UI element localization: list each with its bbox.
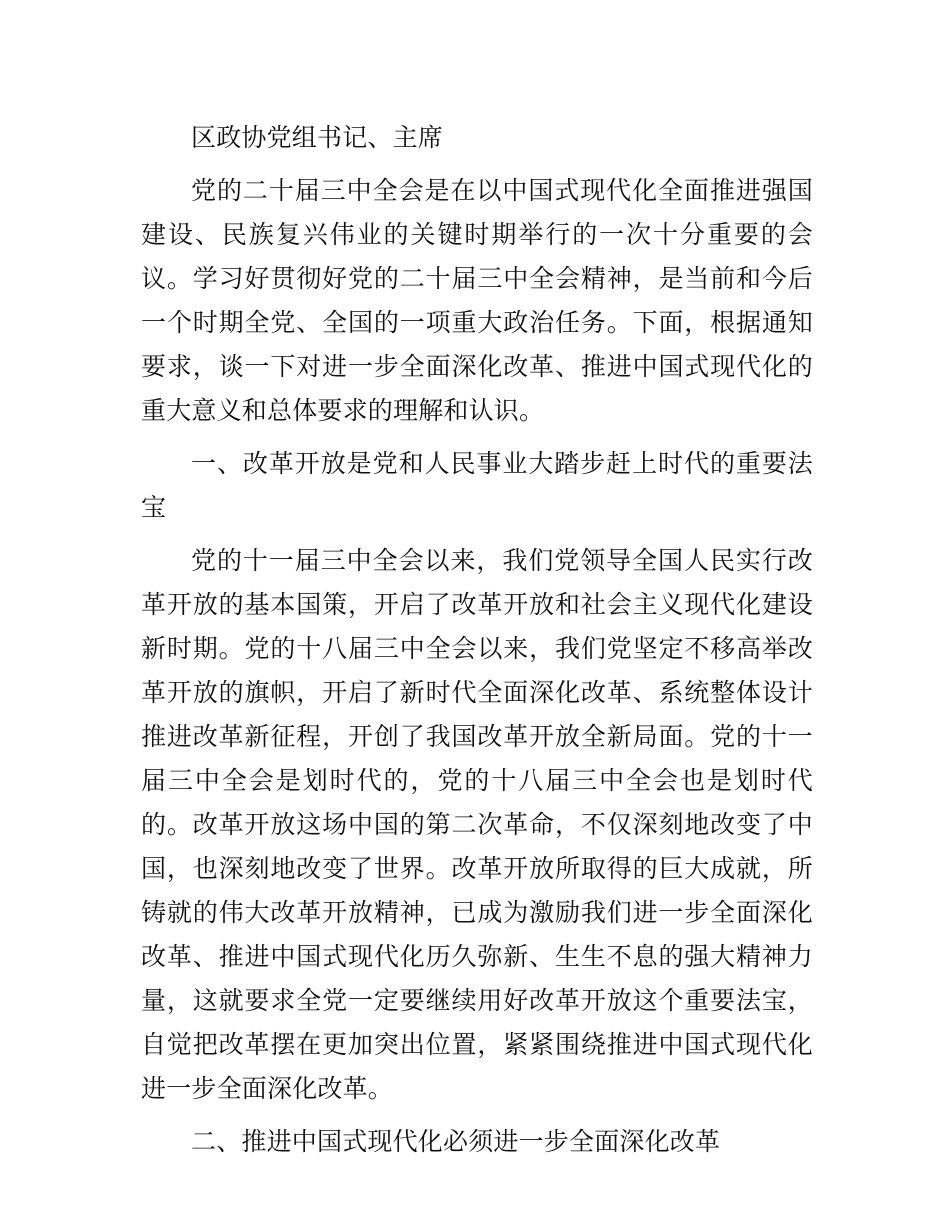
- intro-paragraph: 党的二十届三中全会是在以中国式现代化全面推进强国建设、民族复兴伟业的关键时期举行的一次十分重要的会议。学习好贯彻好党的二十届三中全会精神，是当前和今后一个时期全党、全国的一项重大政治任务。下面，根据通知要求，谈一下对进一步全面深化改革、推进中国式现代化的重大意义和总体要求的理解和认识。: [141, 176, 813, 425]
- section-1-heading: 一、改革开放是党和人民事业大踏步赶上时代的重要法宝: [141, 449, 813, 522]
- author-line: 区政协党组书记、主席: [191, 123, 444, 152]
- section-2-heading: 二、推进中国式现代化必须进一步全面深化改革: [191, 1127, 721, 1156]
- document-body: [141, 116, 813, 1173]
- section-1-body: 党的十一届三中全会以来，我们党领导全国人民实行改革开放的基本国策，开启了改革开放和社会主义现代化建设新时期。党的十八届三中全会以来，我们党坚定不移高举改革开放的旗帜，开启了新时代全面深化改革、系统整体设计推进改革新征程，开创了我国改革开放全新局面。党的十一届三中全会是划时代的，党的十八届三中全会也是划时代的。改革开放这场中国的第二次革命，不仅深刻地改变了中国，也深刻地改变了世界。改革开放所取得的巨大成就，所铸就的伟大改革开放精神，已成为激励我们进一步全面深化改革、推进中国式现代化历久弥新、生生不息的强大精神力量，这就要求全党一定要继续用好改革开放这个重要法宝，自觉把改革摆在更加突出位置，紧紧围绕推进中国式现代化进一步全面深化改革。: [141, 546, 813, 1103]
